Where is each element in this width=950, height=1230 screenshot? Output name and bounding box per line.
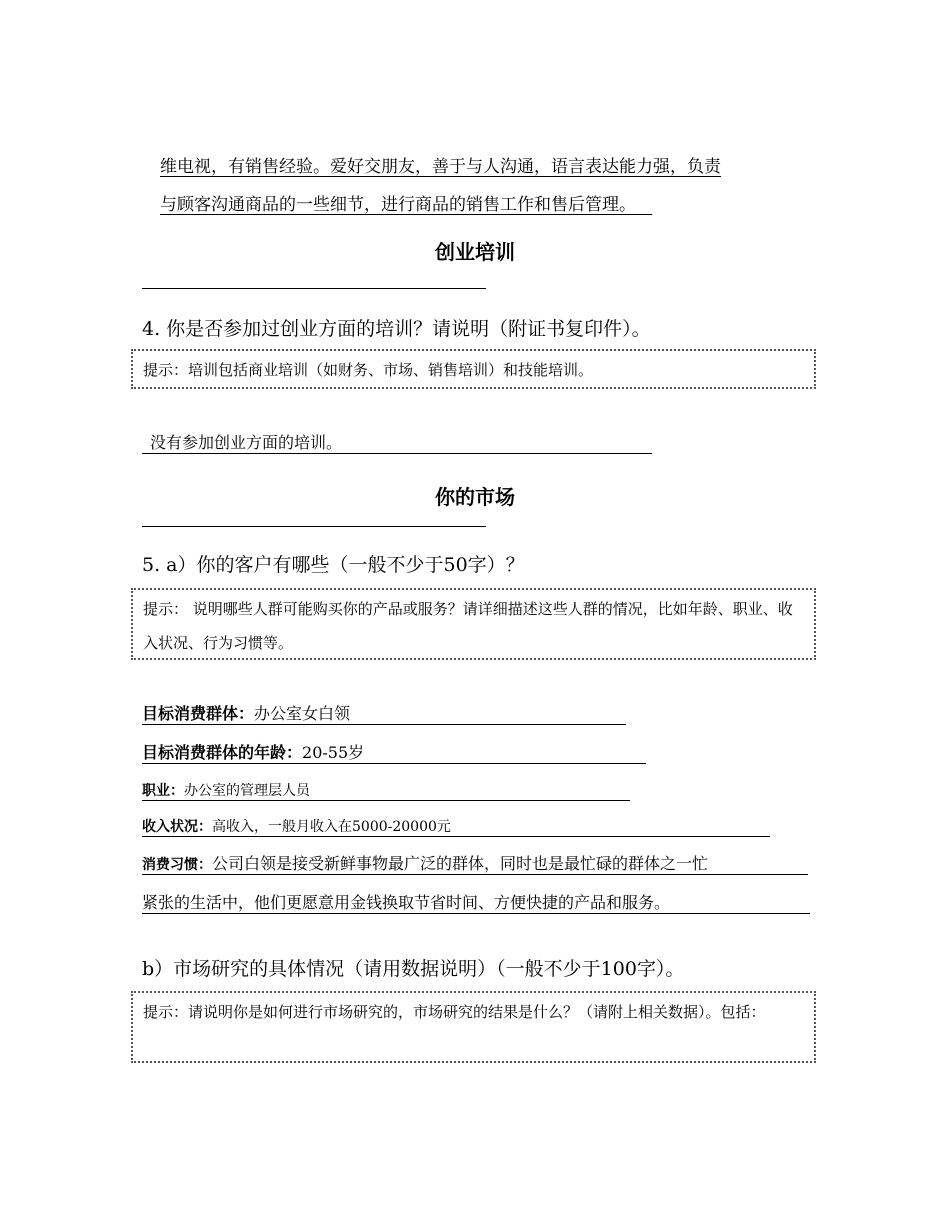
field-value: 办公室女白领 <box>254 704 351 723</box>
field-target-age <box>142 740 646 764</box>
intro-line-2: 与顾客沟通商品的一些细节，进行商品的销售工作和售后管理。 <box>160 195 636 215</box>
field-label: 目标消费群体的年龄： <box>142 743 303 762</box>
hint-text: 提示： 说明哪些人群可能购买你的产品或服务？请详细描述这些人群的情况，比如年龄、职业、收入状况、行为习惯等。 <box>143 600 793 652</box>
hint-text: 提示：请说明你是如何进行市场研究的，市场研究的结果是什么？（请附上相关数据）。包括： <box>143 1003 766 1021</box>
field-value: 公司白领是接受新鲜事物最广泛的群体，同时也是最忙碌的群体之一忙 <box>212 854 709 873</box>
field-label: 消费习惯： <box>142 857 212 873</box>
field-value: 20-55岁 <box>302 743 365 762</box>
field-consumption-habit <box>142 851 808 875</box>
hint-text: 提示：培训包括商业培训（如财务、市场、销售培训）和技能培训。 <box>143 361 594 379</box>
field-value: 办公室的管理层人员 <box>184 783 310 799</box>
intro-line-1: 维电视，有销售经验。爱好交朋友，善于与人沟通，语言表达能力强，负责 <box>160 157 721 177</box>
field-income <box>142 816 770 837</box>
question-5a: 5. a）你的客户有哪些（一般不少于50字）？ <box>142 554 525 576</box>
section-heading-training: 创业培训 <box>435 240 515 264</box>
field-label: 目标消费群体： <box>142 704 255 723</box>
field-label: 职业： <box>142 783 184 799</box>
section-divider <box>142 526 486 527</box>
field-occupation <box>142 780 630 801</box>
hint-box-customers <box>131 588 816 660</box>
field-label: 收入状况： <box>142 819 212 835</box>
field-consumption-habit-cont: 紧张的生活中，他们更愿意用金钱换取节省时间、方便快捷的产品和服务。 <box>142 890 810 914</box>
hint-box-training <box>131 349 816 389</box>
field-target-group <box>142 701 626 725</box>
section-divider <box>142 288 486 289</box>
field-value: 高收入，一般月收入在5000-20000元 <box>212 819 451 835</box>
section-heading-market: 你的市场 <box>435 485 515 509</box>
question-5b: b）市场研究的具体情况（请用数据说明）（一般不少于100字）。 <box>142 958 685 980</box>
answer-training: 没有参加创业方面的培训。 <box>142 430 652 454</box>
hint-box-market-research <box>131 991 816 1063</box>
question-4: 4. 你是否参加过创业方面的培训？请说明（附证书复印件）。 <box>142 318 651 340</box>
